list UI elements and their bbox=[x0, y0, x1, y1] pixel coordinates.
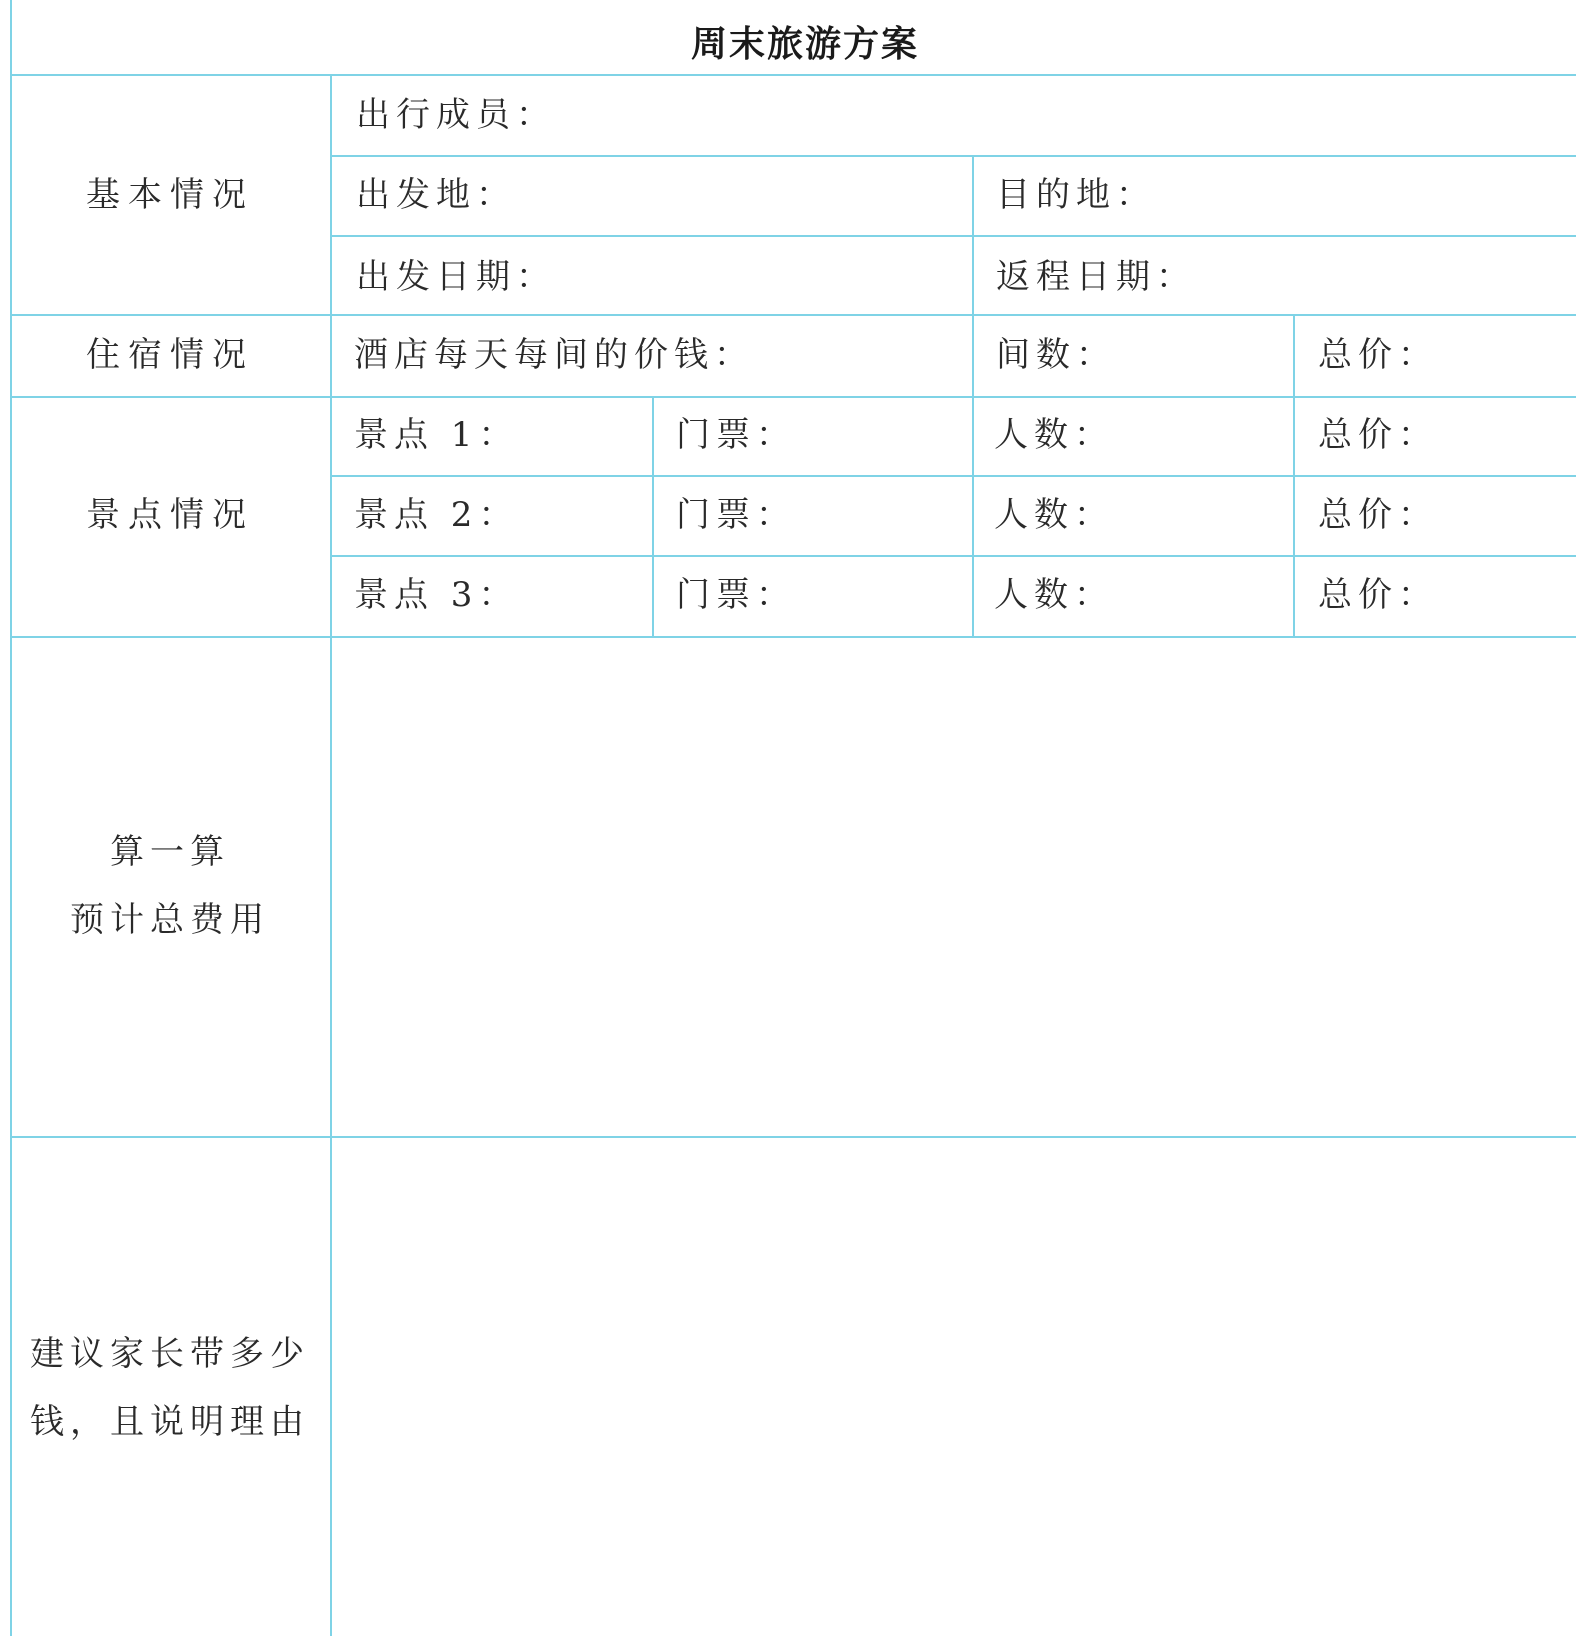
suggestion-label-line1: 建议家长带多少 bbox=[30, 1334, 310, 1374]
members-label: 出行成员： bbox=[356, 95, 556, 135]
grid-line bbox=[10, 314, 1576, 316]
form-title: 周末旅游方案 bbox=[690, 24, 919, 65]
estimate-answer-area[interactable] bbox=[332, 638, 1576, 1136]
section-label-lodging: 住宿情况 bbox=[86, 335, 254, 375]
grid-line bbox=[10, 74, 1576, 76]
suggestion-label-line2: 钱，且说明理由 bbox=[30, 1402, 310, 1442]
attraction-3-total-label: 总价： bbox=[1318, 575, 1438, 615]
estimate-label-line1: 算一算 bbox=[110, 832, 230, 872]
lodging-total-label: 总价： bbox=[1318, 335, 1438, 375]
attraction-1-people-label: 人数： bbox=[994, 415, 1114, 455]
grid-line bbox=[332, 235, 1576, 237]
grid-line bbox=[10, 396, 1576, 398]
section-label-basic: 基本情况 bbox=[86, 175, 254, 215]
suggestion-answer-area[interactable] bbox=[332, 1138, 1576, 1636]
attraction-3-label: 景点 3： bbox=[354, 575, 519, 615]
grid-line bbox=[652, 396, 654, 636]
estimate-label-line2: 预计总费用 bbox=[70, 900, 270, 940]
attraction-2-label: 景点 2： bbox=[354, 495, 519, 535]
departure-place-label: 出发地： bbox=[356, 175, 516, 215]
hotel-price-label: 酒店每天每间的价钱： bbox=[354, 335, 754, 375]
grid-line bbox=[1293, 314, 1295, 636]
attraction-2-people-label: 人数： bbox=[994, 495, 1114, 535]
section-label-attractions: 景点情况 bbox=[86, 495, 254, 535]
destination-label: 目的地： bbox=[996, 175, 1156, 215]
attraction-3-ticket-label: 门票： bbox=[676, 575, 796, 615]
grid-line bbox=[332, 475, 1576, 477]
attraction-3-people-label: 人数： bbox=[994, 575, 1114, 615]
section-label-estimate bbox=[10, 818, 330, 954]
grid-line bbox=[332, 155, 1576, 157]
grid-line bbox=[972, 155, 974, 636]
return-date-label: 返程日期： bbox=[996, 257, 1196, 297]
attraction-1-label: 景点 1： bbox=[354, 415, 519, 455]
rooms-label: 间数： bbox=[996, 335, 1116, 375]
grid-line bbox=[332, 555, 1576, 557]
attraction-2-ticket-label: 门票： bbox=[676, 495, 796, 535]
attraction-1-total-label: 总价： bbox=[1318, 415, 1438, 455]
departure-date-label: 出发日期： bbox=[356, 257, 556, 297]
attraction-2-total-label: 总价： bbox=[1318, 495, 1438, 535]
attraction-1-ticket-label: 门票： bbox=[676, 415, 796, 455]
section-label-suggestion bbox=[10, 1320, 330, 1456]
